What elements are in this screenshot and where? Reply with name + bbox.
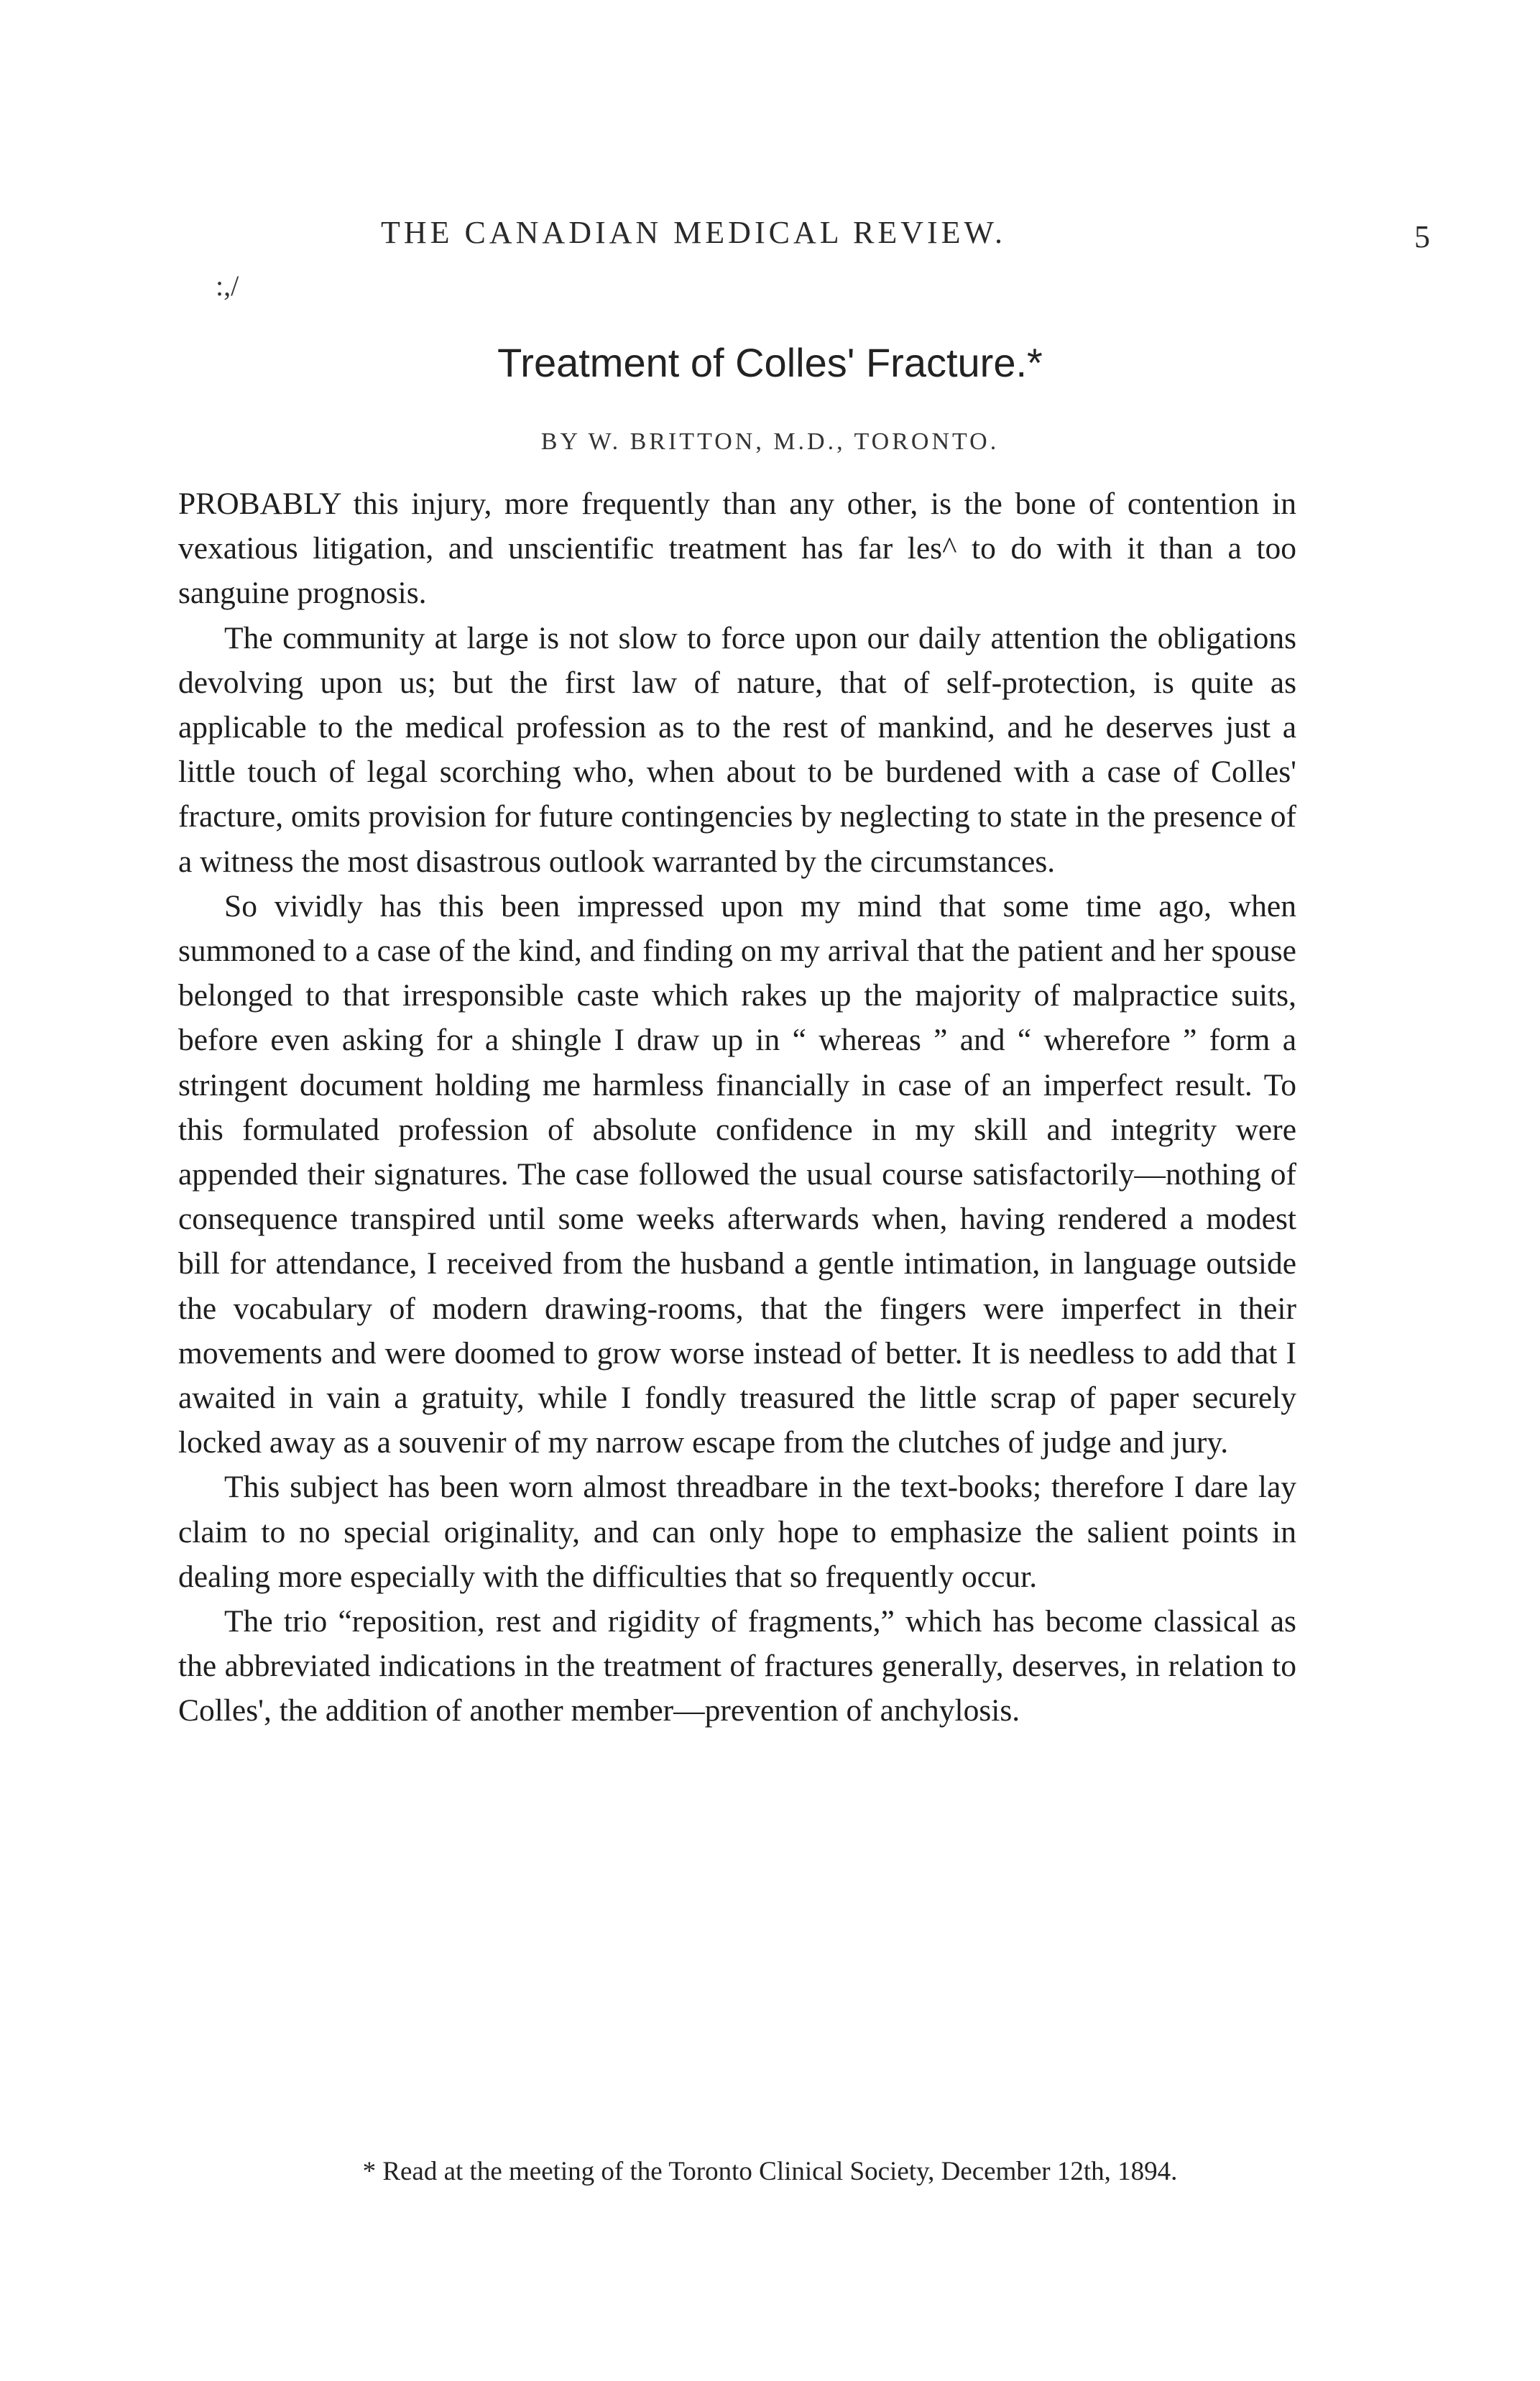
journal-title: THE CANADIAN MEDICAL REVIEW. xyxy=(381,215,1006,250)
margin-marks: :,/ xyxy=(216,270,239,302)
page-number: 5 xyxy=(1414,219,1430,254)
paragraph-5: The trio “reposition, rest and rigidity of fragments,” which has become classical as the abbreviated indications in the treatment of fractures generally, deserves, in relation to Colles', the addition of another member—prevention of anchylosis. xyxy=(178,1604,1296,1728)
paragraph-2: The community at large is not slow to force upon our daily attention the obligations devolving upon us; but the first law of nature, that of self-protection, is quite as applicable to the medical profession as to the rest of mankind, and he deserves just a little touch of legal scorching who, when about to be burdened with a case of Colles' fracture, omits provision for future contingencies by neglecting to state in the presence of a witness the most disastrous outlook warranted by the circumstances. xyxy=(178,620,1296,879)
running-head xyxy=(180,214,1430,257)
article-body xyxy=(178,482,1296,1733)
paragraph-1: PROBABLY this injury, more frequently than any other, is the bone of contention in vexatious litigation, and unscientific treatment has far les^ to do with it than a too sanguine prognosis. xyxy=(178,487,1296,611)
paragraph-4: This subject has been worn almost threadbare in the text-books; therefore I dare lay claim to no special originality, and can only hope to emphasize the salient points in dealing more especially with the difficulties that so frequently occur. xyxy=(178,1470,1296,1594)
footnote: * Read at the meeting of the Toronto Clinical Society, December 12th, 1894. xyxy=(362,2157,1178,2186)
paragraph-3: So vividly has this been impressed upon my mind that some time ago, when summoned to a case of the kind, and finding on my arrival that the patient and her spouse belonged to that irresponsible caste which rakes up the majority of malpractice suits, before even asking for a shingle I draw up in “ whereas ” and “ wherefore ” form a stringent document holding me harmless financially in case of an imperfect result. To this formulated profession of absolute confidence in my skill and integrity were appended their signatures. The case followed the usual course satisfactorily—nothing of consequence transpired until some weeks afterwards when, having rendered a modest bill for attendance, I received from the husband a gentle intimation, in language outside the vocabulary of modern drawing-rooms, that the fingers were imperfect in their movements and were doomed to grow worse instead of better. It is needless to add that I awaited in vain a gratuity, while I fondly treasured the little scrap of paper securely locked away as a souvenir of my narrow escape from the clutches of judge and jury. xyxy=(178,888,1296,1460)
article-title: Treatment of Colles' Fracture.* xyxy=(497,340,1043,385)
author-byline: BY W. BRITTON, M.D., TORONTO. xyxy=(540,428,1000,455)
